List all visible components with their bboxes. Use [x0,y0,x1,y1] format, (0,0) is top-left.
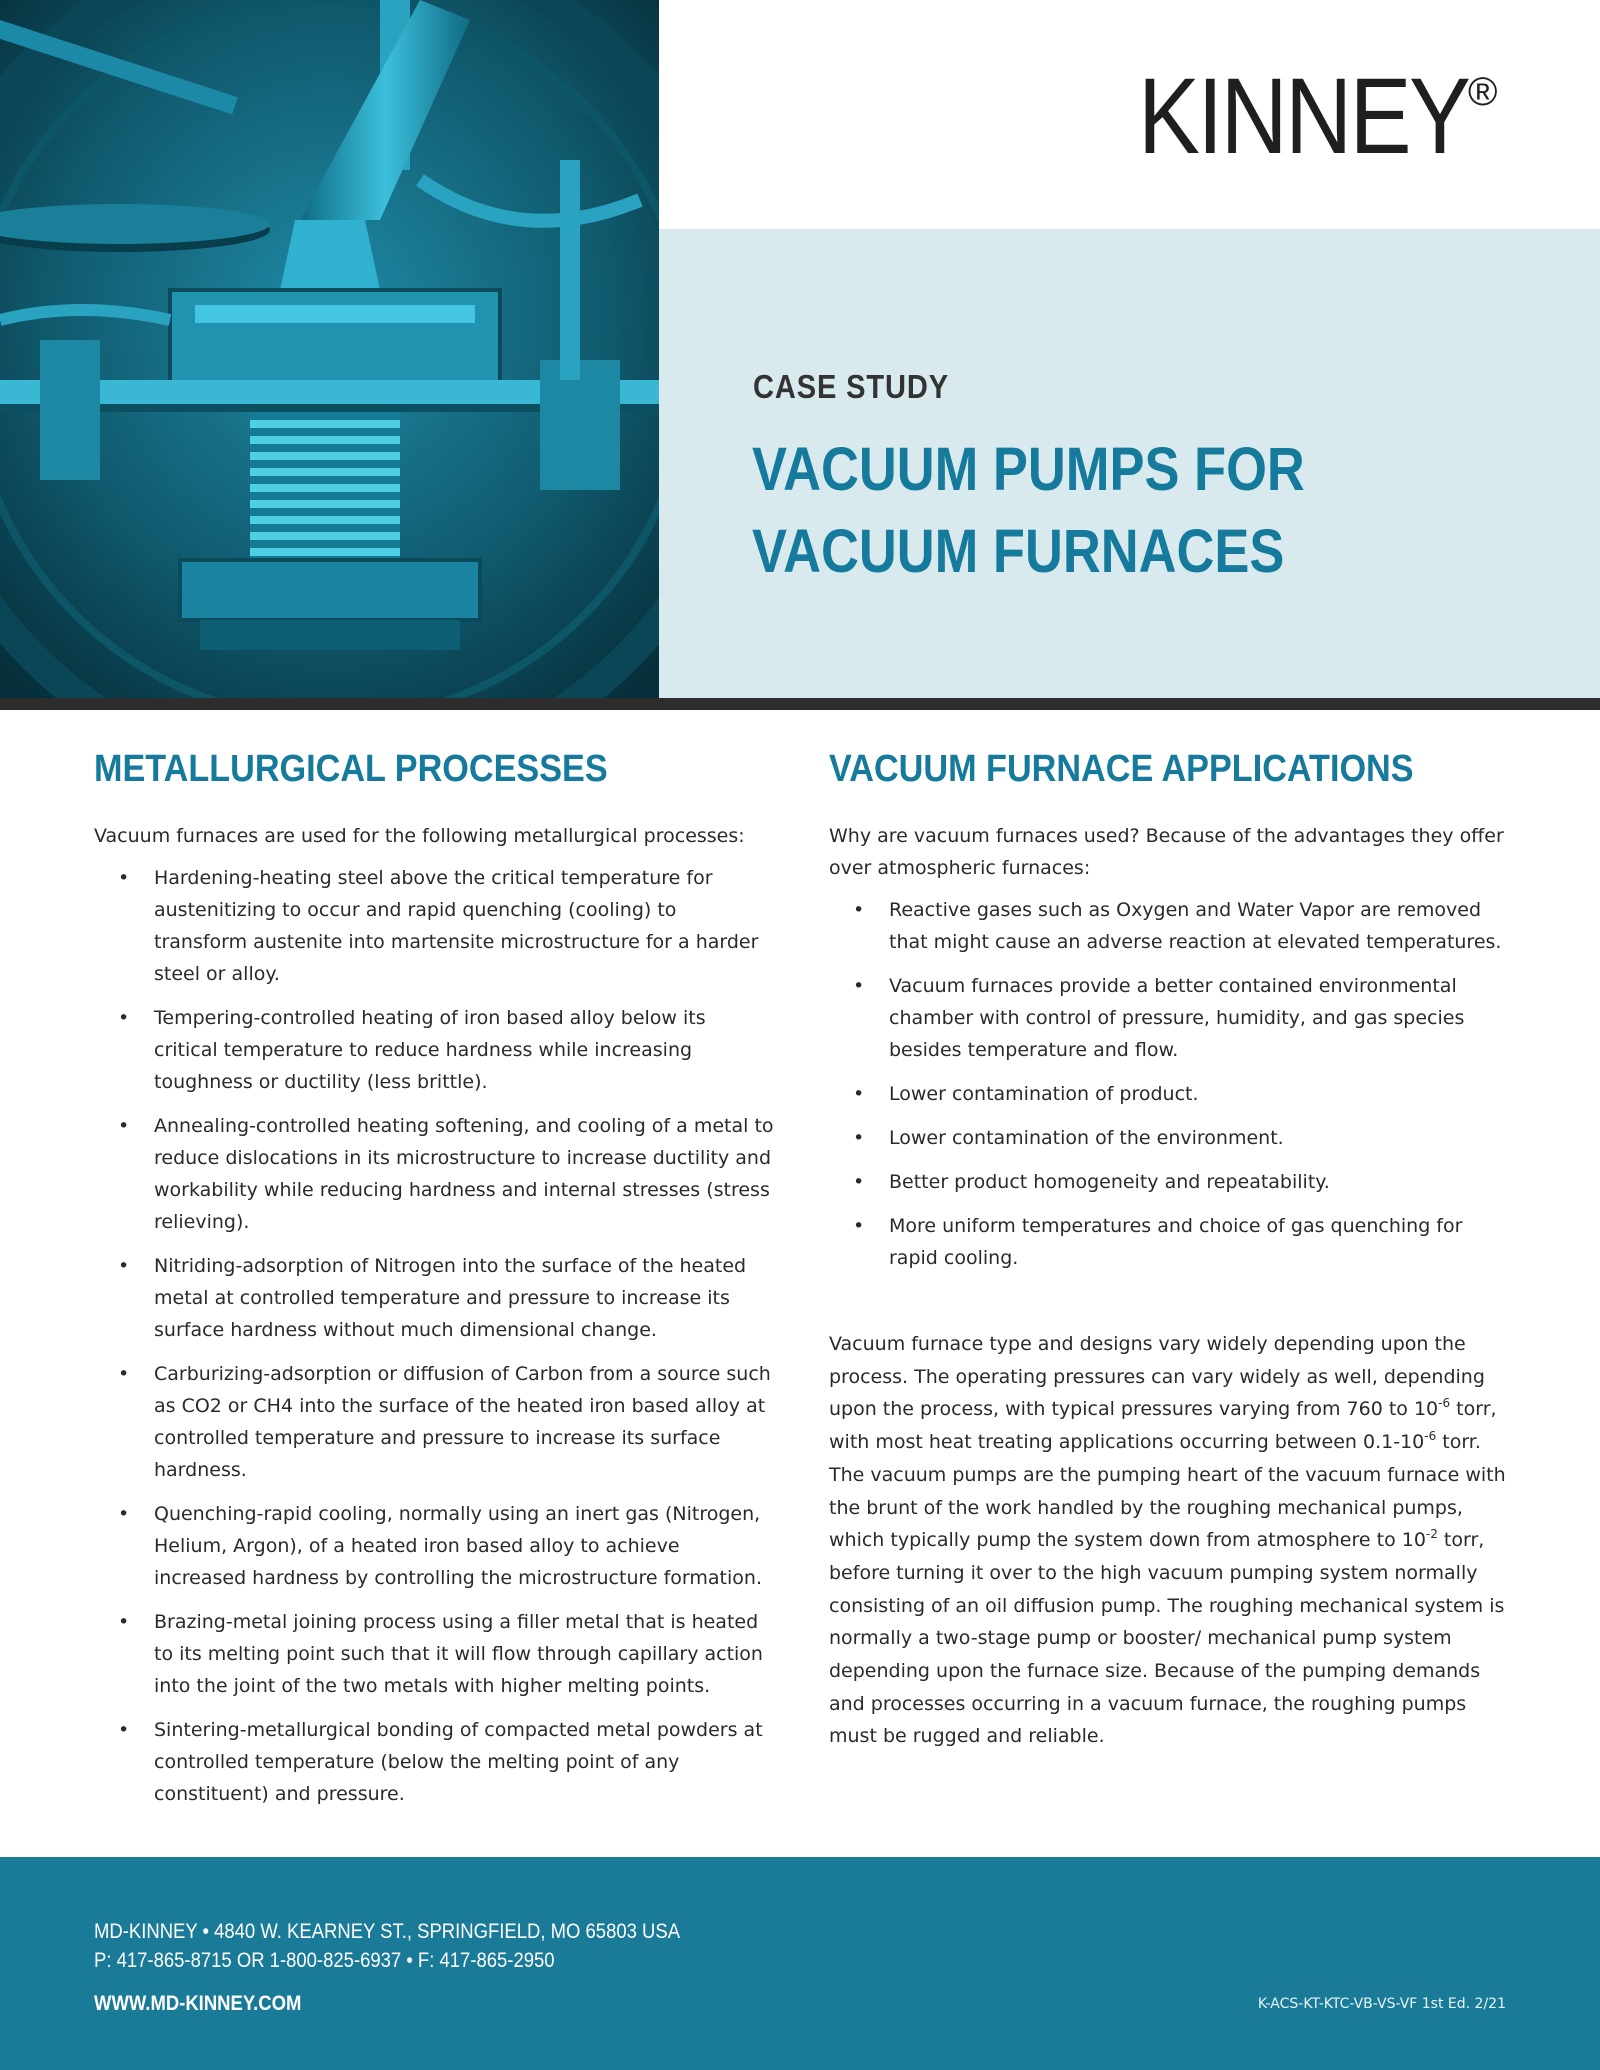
kinney-logo: KINNEY [1138,55,1469,176]
bullet-icon: • [853,1215,865,1237]
list-item-text: Lower contamination of the environment. [889,1127,1284,1149]
list-item-text: Quenching-rapid cooling, normally using an inert gas (Nitrogen, Helium, Argon), of a heated iron based alloy to achieve increased hardness by controlling the microstructure formation. [154,1503,762,1589]
list-item-text: Sintering-metallurgical bonding of compacted metal powders at controlled temperature (below the melting point of any constituent) and pressure. [154,1719,763,1805]
bullet-icon: • [118,1255,130,1277]
list-item [94,1358,774,1486]
list-item-text: Tempering-controlled heating of iron based alloy below its critical temperature to reduce hardness while increasing toughness or ductility (less brittle). [154,1007,706,1093]
list-item [94,1250,774,1346]
bullet-icon: • [118,867,130,889]
furnace-illustration [0,0,659,698]
hero-divider [0,698,1600,710]
list-item [94,1498,774,1594]
bullet-icon: • [118,1115,130,1137]
bullet-icon: • [853,975,865,997]
list-item-text: Carburizing-adsorption or diffusion of Carbon from a source such as CO2 or CH4 into the surface of the heated iron based alloy at controlled temperature and pressure to increase its surface hardness. [154,1363,771,1481]
page-title [752,428,1305,592]
hero-photo-vacuum-furnace [0,0,659,698]
list-item-text: Reactive gases such as Oxygen and Water Vapor are removed that might cause an adverse reaction at elevated temperatures. [889,899,1502,953]
advantages-list [829,894,1509,1274]
bullet-icon: • [853,1171,865,1193]
footer-address: MD-KINNEY • 4840 W. KEARNEY ST., SPRINGFIELD, MO 65803 USA [94,1920,681,1943]
list-item [94,1606,774,1702]
page-title-line-1: VACUUM PUMPS FOR [752,435,1305,503]
registered-mark: ® [1468,70,1498,114]
list-item [829,1166,1509,1198]
list-item [829,894,1509,958]
bullet-icon: • [118,1503,130,1525]
document-code: K-ACS-KT-KTC-VB-VS-VF 1st Ed. 2/21 [1257,1996,1506,2012]
list-item-text: Lower contamination of product. [889,1083,1199,1105]
bullet-icon: • [118,1363,130,1385]
left-intro: Vacuum furnaces are used for the following metallurgical processes: [94,825,745,847]
process-list [94,862,774,1810]
list-item-text: Brazing-metal joining process using a filler metal that is heated to its melting point such that it will flow through capillary action into the joint of the two metals with higher melting points. [154,1611,763,1697]
exponent-2: -6 [1424,1429,1437,1444]
list-item [829,1210,1509,1274]
section-heading-metallurgical: METALLURGICAL PROCESSES [94,748,608,790]
para-text-1: Vacuum furnace type and designs vary widely depending upon the process. The operating pressures can vary widely as well, depending upon the process, with typical pressures varying from 760 to 10 [829,1333,1485,1421]
list-item [94,862,774,990]
bullet-icon: • [118,1719,130,1741]
list-item-text: Hardening-heating steel above the critical temperature for austenitizing to occur and rapid quenching (cooling) to transform austenite into martensite microstructure for a harder steel or alloy. [154,867,759,985]
para-text-4: torr, before turning it over to the high vacuum pumping system normally consisting of an oil diffusion pump. The roughing mechanical system is normally a two-stage pump or booster/ mechanical pump system depending upon the furnace size. Because of the pumping demands and processes occurring in a vacuum furnace, the roughing pumps must be rugged and reliable. [829,1529,1505,1748]
para-text-3: torr. The vacuum pumps are the pumping heart of the vacuum furnace with the brunt of the work handled by the roughing mechanical pumps, which typically pump the system down from atmosphere to 10 [829,1431,1506,1552]
list-item [829,970,1509,1066]
left-column [94,820,774,1822]
right-column [829,820,1509,1772]
footer-phones: P: 417-865-8715 OR 1-800-825-6937 • F: 417-865-2950 [94,1949,555,1972]
section-heading-applications: VACUUM FURNACE APPLICATIONS [829,748,1414,790]
list-item-text: Better product homogeneity and repeatability. [889,1171,1330,1193]
eyebrow-label: CASE STUDY [753,368,949,405]
list-item-text: More uniform temperatures and choice of gas quenching for rapid cooling. [889,1215,1463,1269]
body-paragraph [829,1328,1509,1753]
exponent-3: -2 [1425,1527,1438,1542]
bullet-icon: • [853,899,865,921]
bullet-icon: • [853,1127,865,1149]
exponent-1: -6 [1438,1396,1451,1411]
footer-website-link[interactable]: WWW.MD-KINNEY.COM [94,1992,302,2015]
list-item [829,1122,1509,1154]
page-title-line-2: VACUUM FURNACES [752,517,1285,585]
list-item [829,1078,1509,1110]
list-item [94,1002,774,1098]
list-item [94,1110,774,1238]
bullet-icon: • [118,1007,130,1029]
bullet-icon: • [853,1083,865,1105]
para-text-2: torr, with most heat treating applications occurring between 0.1-10 [829,1398,1497,1454]
list-item-text: Vacuum furnaces provide a better contained environmental chamber with control of pressure, humidity, and gas species besides temperature and flow. [889,975,1465,1061]
list-item [94,1714,774,1810]
right-intro: Why are vacuum furnaces used? Because of the advantages they offer over atmospheric furnaces: [829,825,1504,879]
list-item-text: Annealing-controlled heating softening, and cooling of a metal to reduce dislocations in its microstructure to increase ductility and workability while reducing hardness and internal stresses (stress relieving). [154,1115,774,1233]
list-item-text: Nitriding-adsorption of Nitrogen into the surface of the heated metal at controlled temperature and pressure to increase its surface hardness without much dimensional change. [154,1255,747,1341]
bullet-icon: • [118,1611,130,1633]
